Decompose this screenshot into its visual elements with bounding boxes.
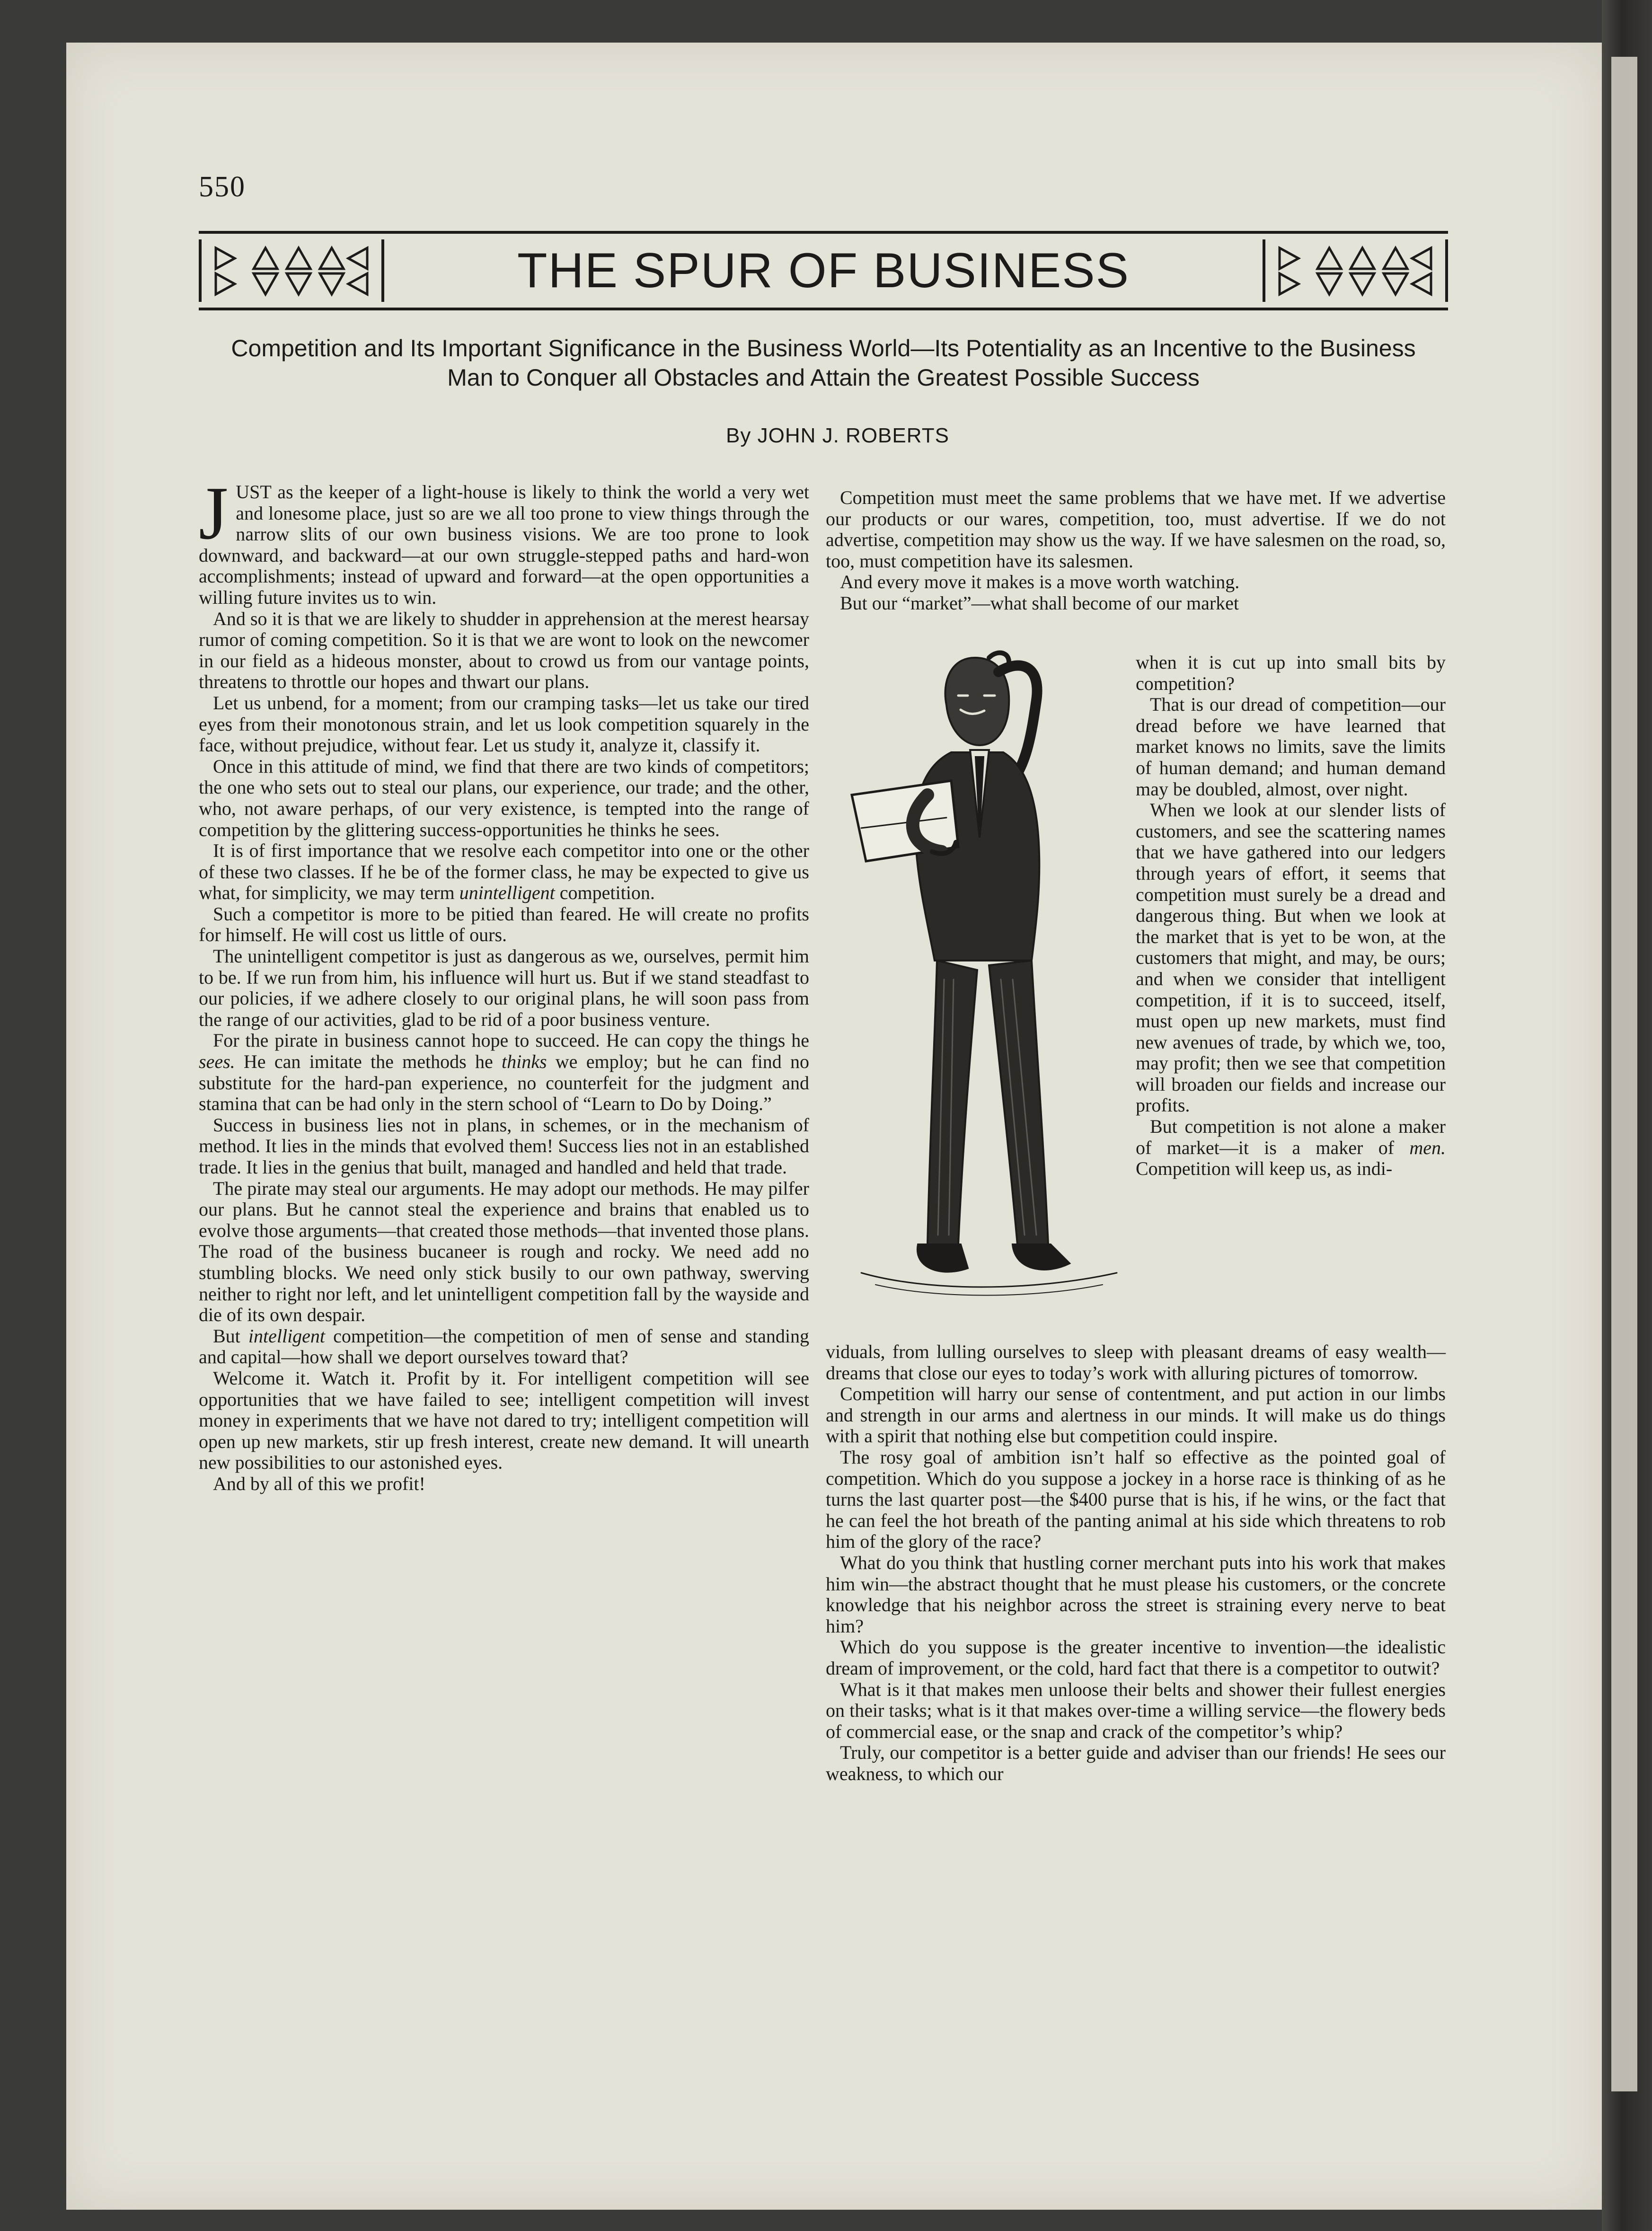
article-subtitle: Competition and Its Important Significance in the Business World—Its Potentiality as an Incentive to the Business Man to Conquer all Obstacles and Attain the Greatest Possible Success [231, 335, 1416, 391]
paragraph: But our “market”—what shall become of our market [840, 592, 1239, 614]
paragraph: And every move it makes is a move worth watching. [840, 571, 1240, 593]
paragraph: For the pirate in business cannot hope to succeed. He can copy the things he sees. He can imitate the methods he thinks we employ; but he can find no substitute for the hard-pan experience, no counterfeit for the judgment and stamina that can be had only in the stern school of “Learn to Do by Doing.” [199, 1030, 809, 1115]
triangle-ornament-icon [1263, 239, 1448, 302]
triangle-ornament-icon [199, 239, 384, 302]
paragraph: When we look at our slender lists of customers, and see the scattering names that we have gathered into our ledgers through years of effort, it seems that competition must surely be a dread and dangerous thing. But when we look at the market that is yet to be won, at the customers that might, and may, be ours; and when we consider that intelligent competition, if it is to succeed, itself, must open up new markets, must find new avenues of trade, by which we, too, may profit; then we see that competition will broaden our fields and increase our profits. [1136, 799, 1446, 1116]
banner-rule-bottom [199, 308, 1448, 310]
paragraph: Which do you suppose is the greater incentive to invention—the idealistic dream of improvement, or the cold, hard fact that there is a competitor to outwit? [826, 1636, 1446, 1679]
paragraph: The pirate may steal our arguments. He may adopt our methods. He may pilfer our plans. But he cannot steal the experience and brains that enabled us to evolve those arguments—that created those methods—that invented those plans. The road of the business bucaneer is rough and rocky. We need add no stumbling blocks. We need only stick busily to our own pathway, swerving neither to right nor left, and let unintelligent competition fall by the wayside and die of its own despair. [199, 1177, 809, 1326]
drop-cap: J [199, 471, 229, 555]
right-column-top [826, 487, 1446, 614]
right-column-beside-illustration [1136, 652, 1446, 1180]
paragraph: Success in business lies not in plans, in schemes, or in the mechanism of method. It lies in the minds that evolved them! Success lies not in an established trade. It lies in the genius that built, managed and handled and held that trade. [199, 1114, 809, 1178]
paragraph: Competition will harry our sense of contentment, and put action in our limbs and strength in our arms and alertness in our minds. It will make us do things with a spirit that nothing else but competition could inspire. [826, 1383, 1446, 1447]
adjacent-page-edge [1611, 57, 1637, 2091]
article-byline: By JOHN J. ROBERTS [726, 424, 949, 447]
paragraph: It is of first importance that we resolve each competitor into one or the other of these two classes. If he be of the former class, he may be expected to give us what, for simplicity, we may term unintelligent competition. [199, 840, 809, 904]
paragraph: Truly, our competitor is a better guide and adviser than our friends! He sees our weakness, to which our [826, 1742, 1446, 1784]
paragraph: Once in this attitude of mind, we find that there are two kinds of competitors; the one who sets out to steal our plans, our experience, our trade; and the other, who, not aware perhaps, of our very existence, is tempted into the range of competition by the glittering success-opportunities he thinks he sees. [199, 755, 809, 840]
banner-rule-top [199, 231, 1448, 234]
left-column [199, 471, 809, 1495]
paragraph: But intelligent competition—the competition of men of sense and standing and capital—how shall we deport ourselves toward that? [199, 1325, 809, 1368]
paragraph: Welcome it. Watch it. Profit by it. For intelligent competition will see opportunities that we have failed to see; intelligent competition will invest money in experiments that we have not dared to try; intelligent competition will open up new markets, stir up fresh interest, create new demand. It will unearth new possibilities to our astonished eyes. [199, 1367, 809, 1473]
paragraph: Competition must meet the same problems that we have met. If we advertise our products or our wares, competition, too, must advertise. If we do not advertise, competition may show us the way. If we have salesmen on the road, so, too, must competition have its salesmen. [826, 487, 1446, 572]
right-column-bottom [826, 1341, 1446, 1784]
illustration-drawing [833, 639, 1126, 1320]
paragraph: Let us unbend, for a moment; from our cramping tasks—let us take our tired eyes from their monotonous strain, and let us look competition squarely in the face, without prejudice, without fear. Let us study it, analyze it, classify it. [199, 692, 809, 756]
paragraph: What is it that makes men unloose their belts and shower their fullest energies on their tasks; what is it that makes over-time a willing service—the flowery beds of commercial ease, or the snap and crack of the competitor’s whip? [826, 1678, 1446, 1742]
paragraph: And by all of this we profit! [213, 1473, 425, 1494]
paragraph: viduals, from lulling ourselves to sleep with pleasant dreams of easy wealth—dreams that close our eyes to today’s work with alluring pictures of tomorrow. [826, 1341, 1446, 1384]
article-title: THE SPUR OF BUSINESS [517, 243, 1130, 298]
paragraph: The unintelligent competitor is just as dangerous as we, ourselves, permit him to be. If we run from him, his influence will hurt us. But if we stand steadfast to our policies, if we adhere closely to our original plans, he will soon pass from the range of our activities, glad to be rid of a poor business venture. [199, 945, 809, 1030]
paragraph: The rosy goal of ambition isn’t half so effective as the pointed goal of competition. Which do you suppose a jockey in a horse race is thinking of as he turns the last quarter post—the $400 purse that is his, if he wins, or the fact that he can feel the hot breath of the panting animal at his side which threatens to rob him of the glory of the race? [826, 1446, 1446, 1552]
worried-businessman-illustration-icon [833, 639, 1126, 1320]
paragraph: when it is cut up into small bits by competition? [1136, 652, 1446, 694]
title-banner [199, 231, 1448, 310]
paragraph: JUST as the keeper of a light-house is likely to think the world a very wet and lonesome place, just so are we all too prone to view things through the narrow slits of our own business visions. We are too prone to look downward, and backward—at our own struggle-stepped paths and hard-won accomplishments; instead of upward and forward—at the open opportunities a willing future invites us to win. [199, 471, 809, 608]
paragraph: What do you think that hustling corner merchant puts into his work that makes him win—the abstract thought that he must please his customers, or the concrete knowledge that his neighbor across the street is straining every nerve to beat him? [826, 1552, 1446, 1637]
page-number: 550 [199, 171, 246, 203]
paragraph: Such a competitor is more to be pitied than feared. He will create no profits for himself. He will cost us little of ours. [199, 903, 809, 946]
paragraph: And so it is that we are likely to shudder in apprehension at the merest hearsay rumor of coming competition. So it is that we are wont to look on the newcomer in our field as a hideous monster, about to crowd us from our vantage points, threatens to throttle our hopes and thwart our plans. [199, 608, 809, 693]
paragraph: That is our dread of competition—our dread before we have learned that market knows no limits, save the limits of human demand; and human demand may be doubled, almost, over night. [1136, 694, 1446, 800]
paragraph: But competition is not alone a maker of market—it is a maker of men. Competition will keep us, as indi- [1136, 1116, 1446, 1180]
